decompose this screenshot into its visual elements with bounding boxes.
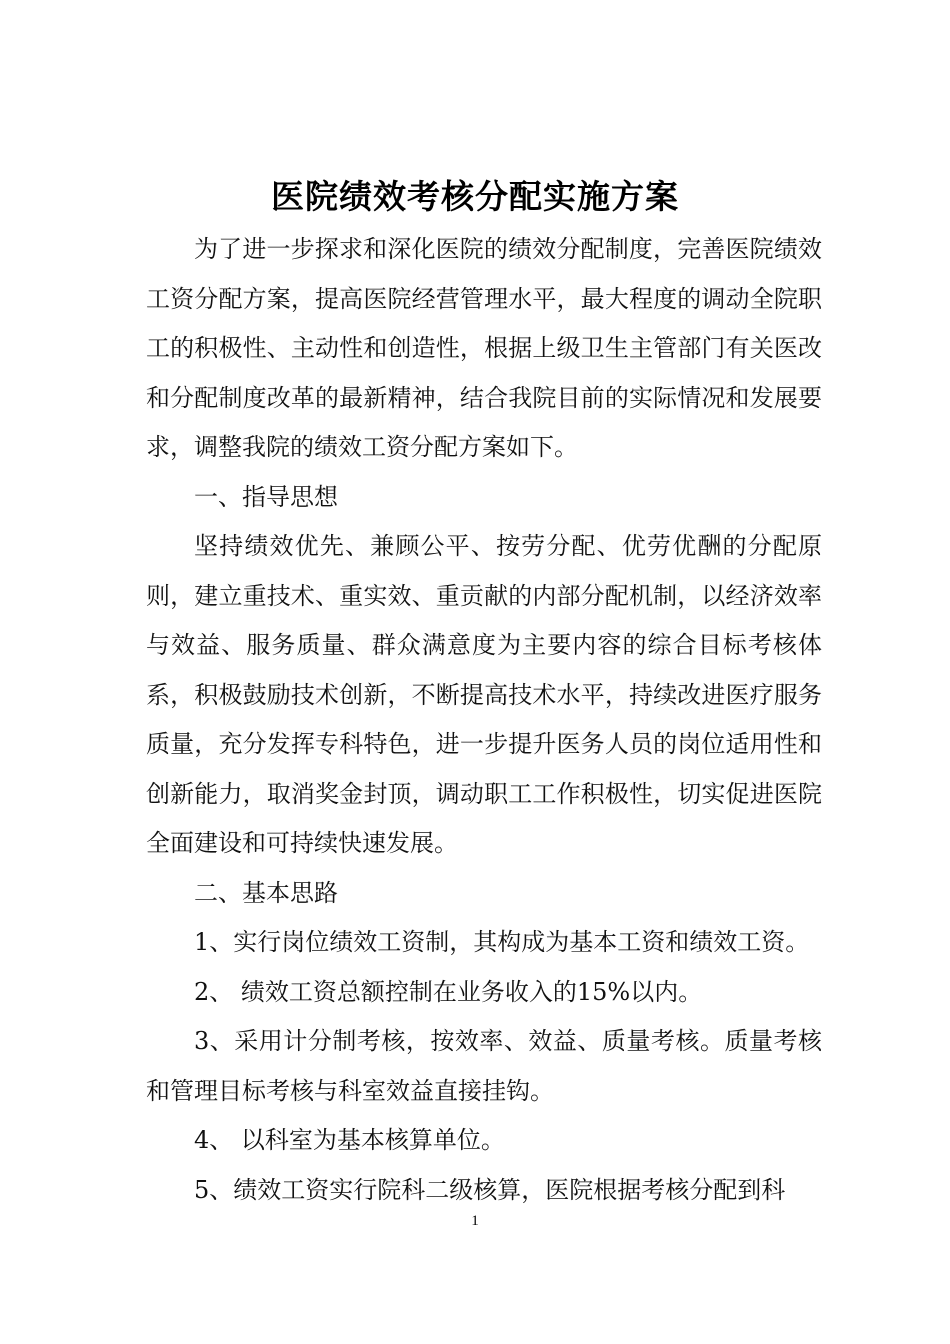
- list-item: 2、 绩效工资总额控制在业务收入的15%以内。: [194, 977, 703, 1006]
- section-heading-guiding-ideology: 一、指导思想: [194, 482, 338, 511]
- section-heading-basic-approach: 二、基本思路: [194, 878, 338, 907]
- document-body: [146, 225, 822, 1215]
- list-item: 1、实行岗位绩效工资制，其构成为基本工资和绩效工资。: [194, 928, 810, 956]
- list-item: 5、绩效工资实行院科二级核算，医院根据考核分配到科: [194, 1175, 786, 1204]
- intro-paragraph: 为了进一步探求和深化医院的绩效分配制度，完善医院绩效工资分配方案，提高医院经营管理水平，最大程度的调动全院职工的积极性、主动性和创造性，根据上级卫生主管部门有关医改和分配制度改革的最新精神，结合我院目前的实际情况和发展要求，调整我院的绩效工资分配方案如下。: [146, 235, 822, 461]
- guiding-ideology-paragraph: 坚持绩效优先、兼顾公平、按劳分配、优劳优酬的分配原则，建立重技术、重实效、重贡献的内部分配机制，以经济效率与效益、服务质量、群众满意度为主要内容的综合目标考核体系，积极鼓励技术创新，不断提高技术水平，持续改进医疗服务质量，充分发挥专科特色，进一步提升医务人员的岗位适用性和创新能力，取消奖金封顶，调动职工工作积极性，切实促进医院全面建设和可持续快速发展。: [146, 532, 822, 857]
- page-number: 1: [471, 1213, 479, 1229]
- list-item: 4、 以科室为基本核算单位。: [194, 1126, 505, 1154]
- list-item: 3、采用计分制考核，按效率、效益、质量考核。质量考核和管理目标考核与科室效益直接挂钩。: [146, 1027, 822, 1105]
- document-title: 医院绩效考核分配实施方案: [271, 177, 679, 216]
